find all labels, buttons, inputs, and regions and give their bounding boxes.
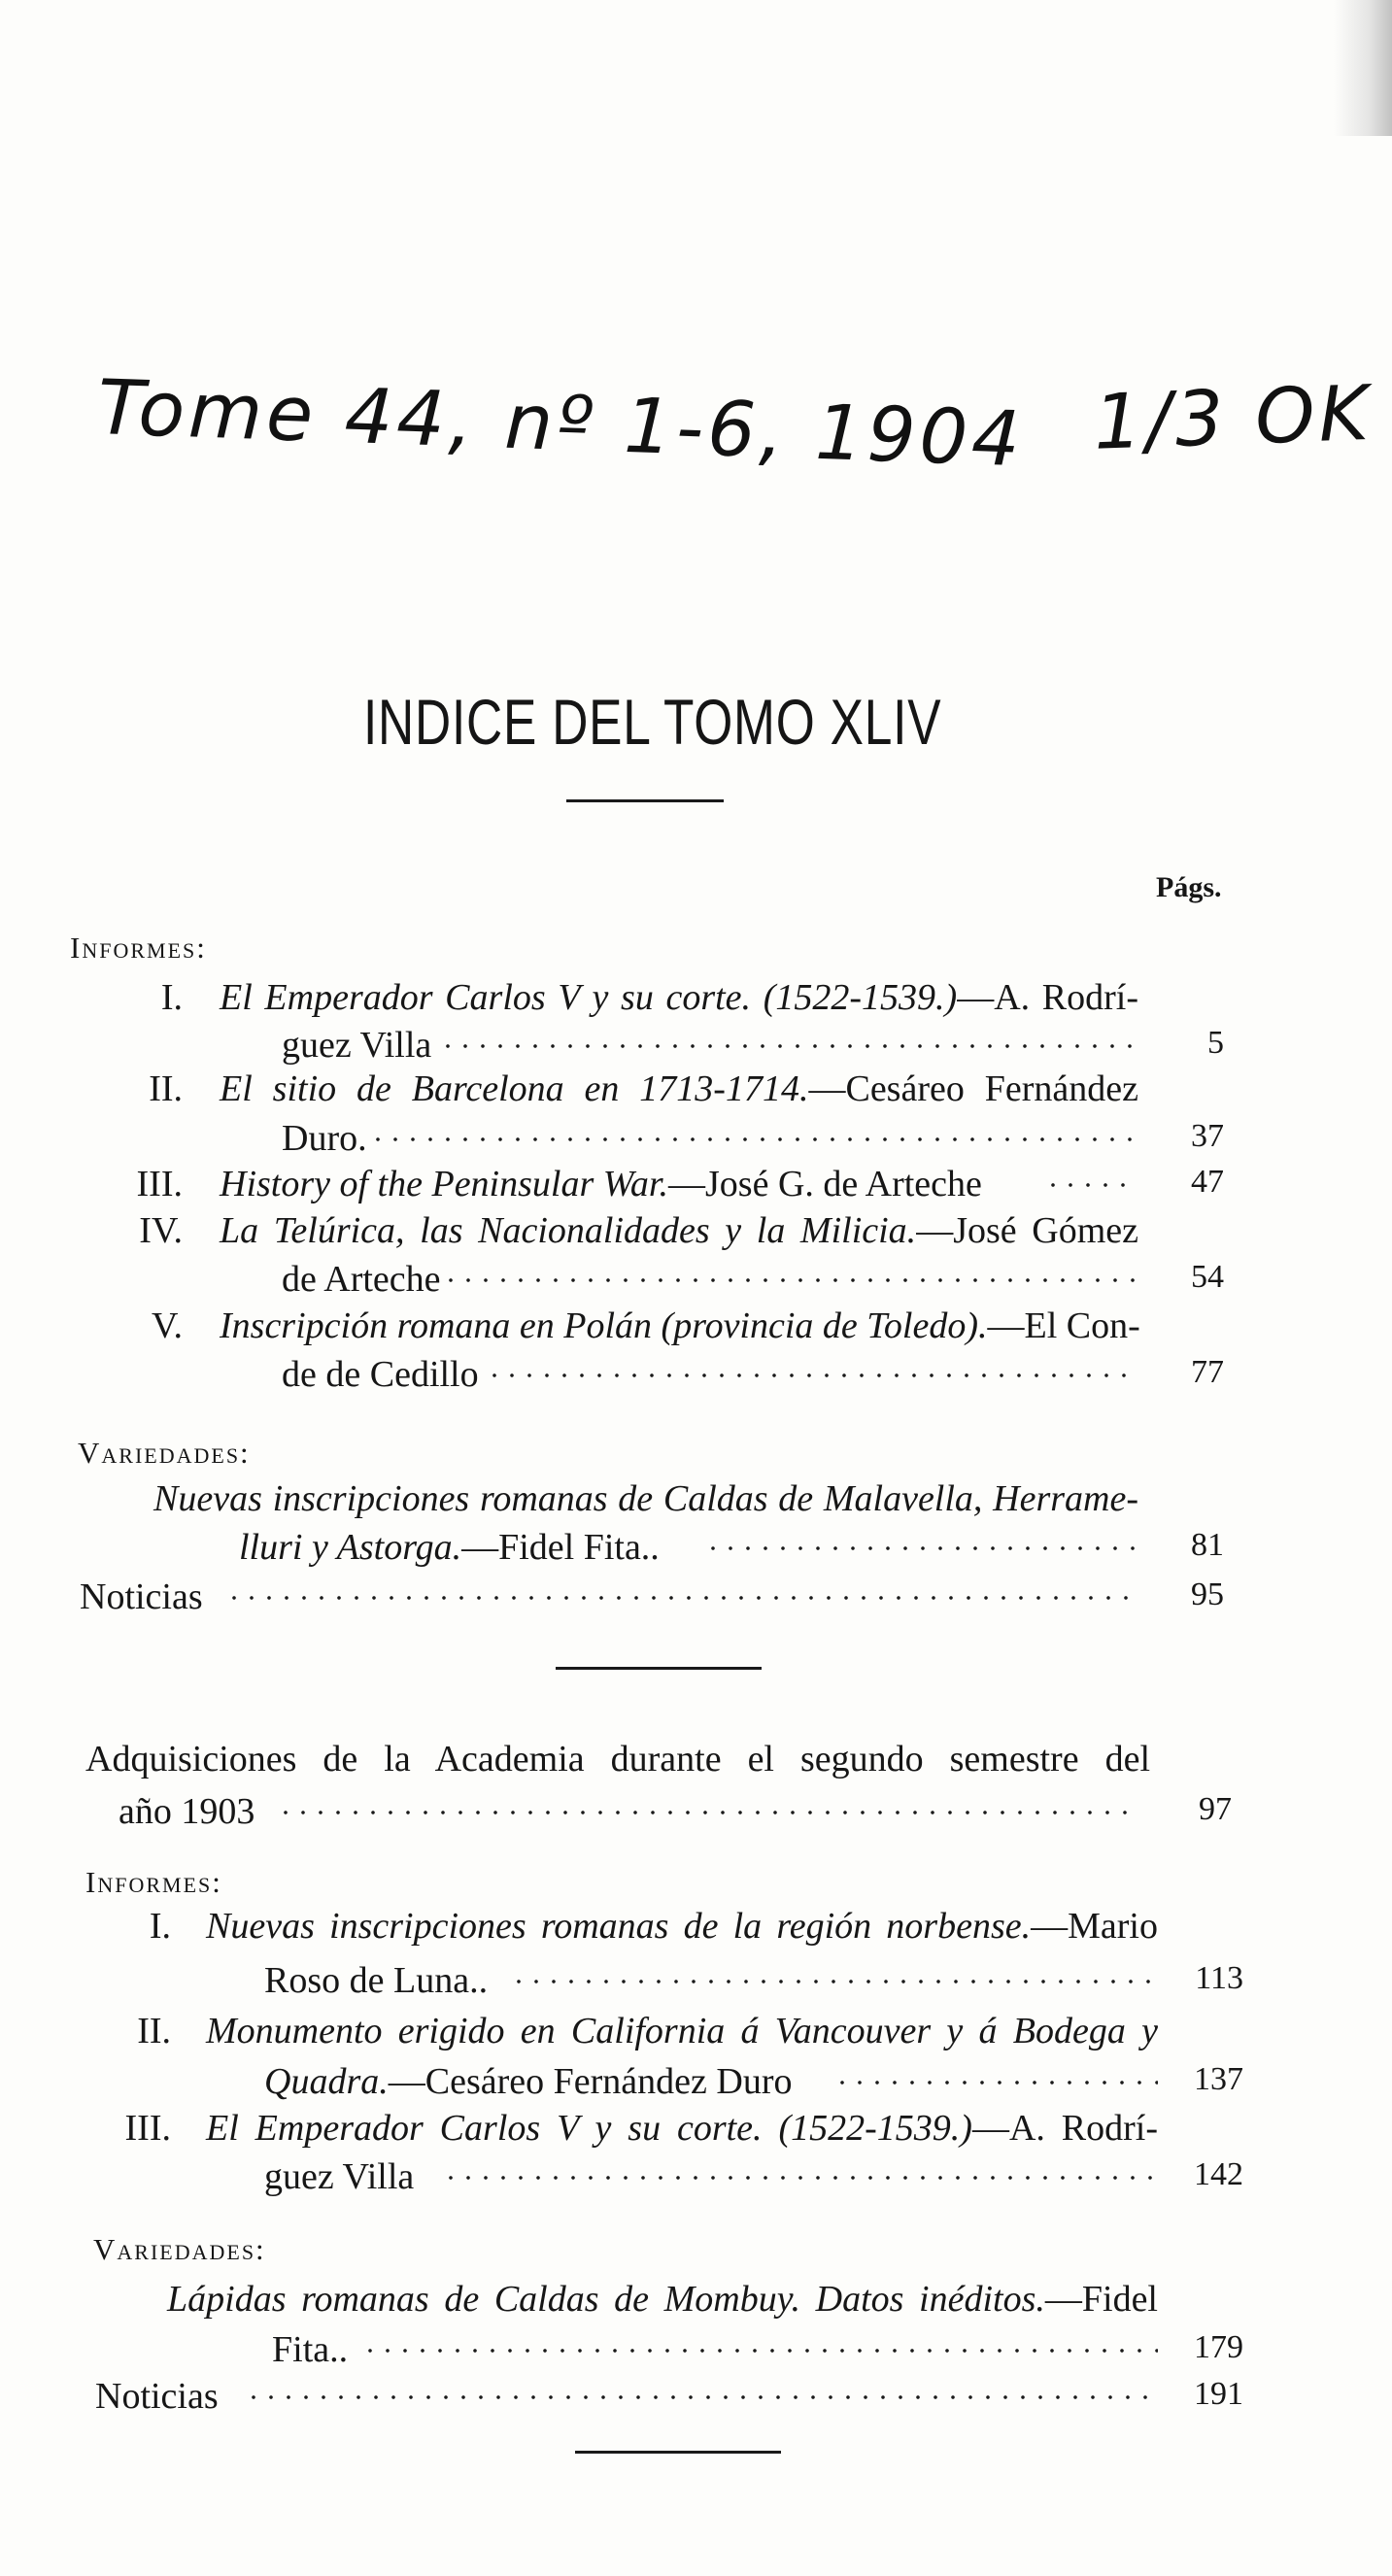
entry-continuation: Roso de Luna.. <box>264 1960 489 2001</box>
page-number: 5 <box>1207 1025 1224 1061</box>
entry-continuation: guez Villa <box>282 1025 432 1066</box>
dot-leader <box>510 1980 1158 1983</box>
variedades-continuation: lluri y Astorga.—Fidel Fita.. <box>239 1527 660 1568</box>
entry-title: Inscripción romana en Polán (provincia de Toledo). <box>220 1305 988 1346</box>
entry-title-line: History of the Peninsular War.—José G. de Arteche <box>220 1164 982 1204</box>
entry-title-line: El Emperador Carlos V y su corte. (1522-1539.)—A. Rodrí- <box>206 2108 1158 2149</box>
page-number: 113 <box>1195 1960 1243 1996</box>
variedades-continuation: Fita.. <box>272 2329 349 2370</box>
page-number: 47 <box>1191 1164 1224 1200</box>
closing-rule <box>575 2451 781 2454</box>
dot-leader <box>245 2395 1158 2399</box>
entry-title: Nuevas inscripciones romanas de la región norbense. <box>206 1906 1032 1947</box>
informes-heading: Informes: <box>85 1865 222 1899</box>
entry-title-line: Monumento erigido en California á Vancouver y á Bodega y <box>206 2011 1158 2051</box>
dot-leader <box>225 1596 1138 1600</box>
page-number: 137 <box>1194 2061 1243 2097</box>
entry-continuation: de Arteche <box>282 1259 441 1300</box>
section-rule <box>556 1667 762 1670</box>
scan-edge-shadow <box>1334 0 1392 136</box>
entry-title: El Emperador Carlos V y su corte. (1522-1539.) <box>206 2108 972 2149</box>
handwritten-annotation <box>95 364 1392 525</box>
noticias-label: Noticias <box>80 1576 203 1617</box>
dot-leader <box>361 2349 1158 2353</box>
handwritten-note: Tome 44, nº 1-6, 1904 <box>95 364 1026 485</box>
entry-author: Cesáreo Fernández <box>845 1068 1139 1109</box>
dot-leader <box>442 2176 1158 2180</box>
page-number: 37 <box>1191 1118 1224 1154</box>
entry-title-line: Inscripción romana en Polán (provincia de Toledo).—El Con- <box>220 1305 1140 1346</box>
entry-author: A. Rodrí- <box>1008 2108 1158 2149</box>
entry-author: El Con- <box>1024 1305 1140 1346</box>
dot-leader <box>369 1137 1138 1141</box>
title-rule <box>566 799 724 802</box>
entry-numeral: III. <box>124 2108 171 2149</box>
entry-title-line: El Emperador Carlos V y su corte. (1522-1539.)—A. Rodrí- <box>220 977 1138 1018</box>
variedades-title-line: Lápidas romanas de Caldas de Mombuy. Datos inéditos.—Fidel <box>167 2279 1158 2320</box>
handwritten-mark: 1/3 OK <box>1092 369 1375 467</box>
page-number: 179 <box>1194 2329 1243 2365</box>
entry-continuation: de de Cedillo <box>282 1354 479 1395</box>
entry-title-line: Nuevas inscripciones romanas de la región norbense.—Mario <box>206 1906 1158 1947</box>
page-title: INDICE DEL TOMO XLIV <box>362 686 942 758</box>
dot-leader <box>704 1546 1138 1550</box>
entry-title: El sitio de Barcelona en 1713-1714. <box>220 1068 809 1109</box>
noticias-label: Noticias <box>95 2376 219 2417</box>
entry-numeral: I. <box>160 977 183 1018</box>
entry-author: Mario <box>1068 1906 1158 1947</box>
page-number: 97 <box>1199 1791 1232 1827</box>
adquisiciones-line: Adquisiciones de la Academia durante el segundo semestre del <box>85 1739 1150 1779</box>
dot-leader <box>439 1044 1138 1048</box>
page-number: 191 <box>1194 2376 1243 2412</box>
page-number: 81 <box>1191 1527 1224 1563</box>
entry-numeral: IV. <box>139 1210 183 1251</box>
entry-continuation: guez Villa <box>264 2156 415 2197</box>
variedades-title-line: Nuevas inscripciones romanas de Caldas de Malavella, Herrame- <box>153 1478 1138 1519</box>
entry-title-line: La Telúrica, las Nacionalidades y la Milicia.—José Gómez <box>220 1210 1138 1251</box>
entry-numeral: II. <box>149 1068 183 1109</box>
page-number: 95 <box>1191 1576 1224 1612</box>
entry-author: A. Rodrí- <box>994 977 1138 1018</box>
pages-column-label: Págs. <box>1156 871 1222 903</box>
entry-numeral: I. <box>149 1906 171 1947</box>
entry-title: La Telúrica, las Nacionalidades y la Milicia. <box>220 1210 917 1251</box>
dot-leader <box>1044 1183 1138 1187</box>
dot-leader <box>277 1811 1138 1814</box>
entry-title: History of the Peninsular War. <box>220 1164 668 1204</box>
entry-author: José Gómez <box>953 1210 1138 1251</box>
dot-leader <box>833 2081 1158 2085</box>
entry-numeral: II. <box>137 2011 171 2051</box>
informes-heading: Informes: <box>70 931 207 965</box>
entry-title-line: El sitio de Barcelona en 1713-1714.—Cesáreo Fernández <box>220 1068 1139 1109</box>
dot-leader <box>486 1373 1138 1377</box>
entry-continuation: Duro. <box>282 1118 367 1159</box>
page-number: 77 <box>1191 1354 1224 1390</box>
dot-leader <box>442 1278 1138 1282</box>
adquisiciones-continuation: año 1903 <box>119 1791 255 1832</box>
variedades-heading: Variedades: <box>78 1436 251 1470</box>
entry-author: José G. de Arteche <box>705 1164 982 1204</box>
entry-numeral: III. <box>136 1164 183 1204</box>
entry-numeral: V. <box>151 1305 183 1346</box>
entry-continuation: Quadra.—Cesáreo Fernández Duro <box>264 2061 793 2102</box>
entry-title: El Emperador Carlos V y su corte. (1522-1539.) <box>220 977 958 1018</box>
page-number: 54 <box>1191 1259 1224 1295</box>
page-number: 142 <box>1194 2156 1243 2192</box>
variedades-heading: Variedades: <box>93 2232 266 2266</box>
